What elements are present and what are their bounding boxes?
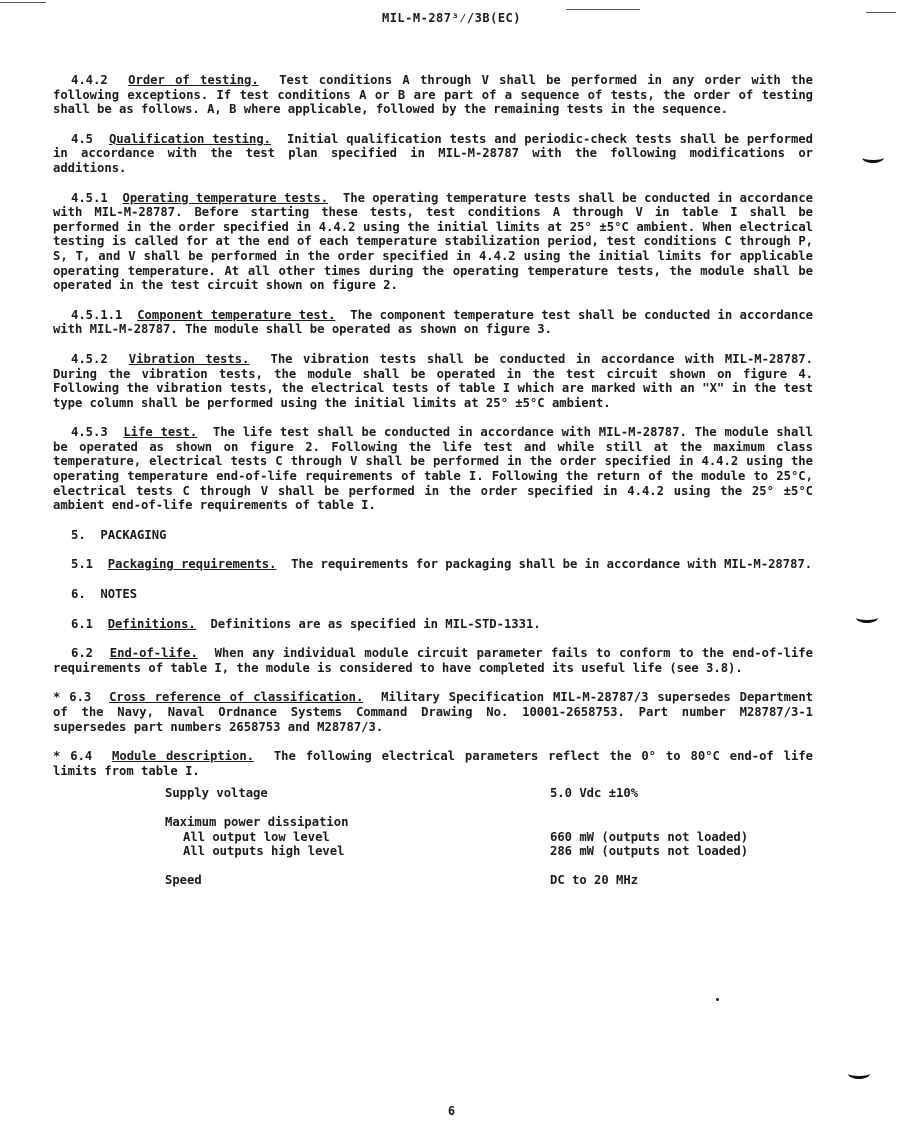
spec-row-high (53, 844, 813, 859)
section-title: Module description. (112, 749, 255, 764)
paragraph-4-5-2 (53, 352, 813, 410)
spec-label: Speed (165, 872, 202, 887)
paragraph-4-5-3 (53, 425, 813, 513)
scan-speck (716, 998, 719, 1001)
paragraph-6-3 (53, 690, 813, 734)
section-title: Definitions. (107, 616, 196, 631)
section-text: Military Specification MIL-M-28787/3 supersedes Department of the Navy, Naval Ordnance Systems Command Drawing No. 10001-2658753. Part number M28787/3-1 supersedes part numbers 2658753 and M28787/3. (53, 690, 813, 734)
section-title: Operating temperature tests. (122, 190, 329, 205)
paragraph-6-2 (53, 646, 813, 675)
section-text: Definitions are as specified in MIL-STD-1331. (210, 616, 541, 631)
module-parameters-table (53, 786, 813, 887)
section-number: * 6.4 (53, 749, 93, 764)
section-text: The following electrical parameters reflect the 0° to 80°C end-of life limits from table I. (53, 749, 813, 778)
paragraph-4-5 (53, 132, 813, 176)
spec-label: Supply voltage (165, 786, 268, 801)
spec-row-power (53, 815, 813, 830)
paragraph-6-4 (53, 749, 813, 778)
section-text: The operating temperature tests shall be conducted in accordance with MIL-M-28787. Before starting these tests, test conditions A through V in table I shall be performed in the order specified in 4.4.2 using the initial limits at 25° ±5°C ambient. When electrical testing is called for at the end of each temperature stabilization period, test conditions C through P, S, T, and V shall be performed in the order specified in 4.4.2 using the initial limits for applicable operating temperature. At all other times during the operating temperature tests, the module shall be operated in the test circuit shown on figure 2. (53, 190, 813, 293)
section-number: 5. (71, 527, 86, 542)
section-title: Vibration tests. (128, 351, 250, 366)
section-text: Test conditions A through V shall be performed in any order with the following exceptions. If test conditions A or B are part of a sequence of tests, the order of testing shall be as follows. A, B where applicable, followed by the remaining tests in the sequence. (53, 73, 813, 117)
paragraph-4-5-1 (53, 191, 813, 293)
section-title: Life test. (123, 425, 198, 440)
section-number: 4.5.3 (71, 425, 108, 440)
heading-packaging (53, 528, 813, 543)
page-number: 6 (447, 1104, 456, 1118)
paragraph-6-1 (53, 617, 813, 632)
binding-mark-icon (856, 612, 878, 623)
section-text: NOTES (100, 587, 138, 602)
heading-notes (53, 587, 813, 602)
spec-value: DC to 20 MHz (550, 872, 639, 887)
section-number: 4.5.2 (71, 351, 108, 366)
section-title: Component temperature test. (137, 307, 336, 322)
section-number: 4.5.1.1 (71, 307, 123, 322)
section-text: Initial qualification tests and periodic-check tests shall be performed in accordance with the test plan specified in MIL-M-28787 with the following modifications or additions. (53, 131, 813, 175)
section-title: Cross reference of classification. (109, 690, 364, 705)
section-number: 4.5 (71, 131, 94, 146)
section-title: Packaging requirements. (107, 557, 277, 572)
spec-value: 286 mW (outputs not loaded) (550, 844, 749, 859)
document-body (53, 73, 813, 887)
spec-value: 660 mW (outputs not loaded) (550, 829, 749, 844)
section-text: When any individual module circuit parameter fails to conform to the end-of-life requirements of table I, the module is considered to have completed its useful life (see 3.8). (53, 646, 813, 675)
spec-value: 5.0 Vdc ±10% (550, 786, 639, 801)
section-number: 6.2 (71, 646, 94, 661)
document-header: MIL-M-287³⁄/3B(EC) (381, 11, 522, 25)
spec-label: Maximum power dissipation (165, 814, 349, 829)
section-number: 6. (71, 587, 86, 602)
spec-label: All outputs high level (183, 844, 345, 859)
section-text: The requirements for packaging shall be in accordance with MIL-M-28787. (291, 557, 813, 572)
scan-rule-left (0, 2, 46, 3)
section-text: The component temperature test shall be conducted in accordance with MIL-M-28787. The module shall be operated as shown on figure 3. (53, 307, 814, 337)
scan-rule-center (566, 9, 640, 10)
paragraph-5-1 (53, 557, 813, 572)
section-text: The life test shall be conducted in accordance with MIL-M-28787. The module shall be operated as shown on figure 2. Following the life test and while still at the maximum class temperature, electrical tests C through V shall be performed in the order specified in 4.4.2 using the operating temperature end-of-life requirements of table I. Following the return of the module to 25°C, electrical tests C through V shall be performed in the order specified in 4.4.2 using the 25° ±5°C ambient end-of-life requirements of table I. (53, 425, 813, 513)
spec-row-supply (53, 786, 813, 801)
paragraph-4-4-2 (53, 73, 813, 117)
section-title: Order of testing. (128, 73, 259, 87)
binding-mark-icon (848, 1068, 870, 1079)
paragraph-4-5-1-1 (53, 308, 813, 337)
section-number: 4.4.2 (71, 73, 108, 87)
section-text: The vibration tests shall be conducted in accordance with MIL-M-28787. During the vibration tests, the module shall be operated in the test circuit shown on figure 4. Following the vibration tests, the electrical tests of table I which are marked with an "X" in the test type column shall be performed using the initial limits at 25° ±5°C ambient. (53, 351, 813, 410)
section-number: 5.1 (71, 557, 94, 572)
section-text: PACKAGING (100, 527, 167, 542)
section-number: * 6.3 (53, 690, 92, 705)
section-number: 6.1 (71, 616, 94, 631)
section-title: Qualification testing. (108, 131, 272, 146)
section-title: End-of-life. (109, 646, 198, 661)
spec-label: All output low level (183, 829, 330, 844)
spec-row-speed (53, 873, 813, 888)
section-number: 4.5.1 (71, 190, 108, 205)
spec-row-low (53, 830, 813, 845)
binding-mark-icon (862, 152, 884, 163)
